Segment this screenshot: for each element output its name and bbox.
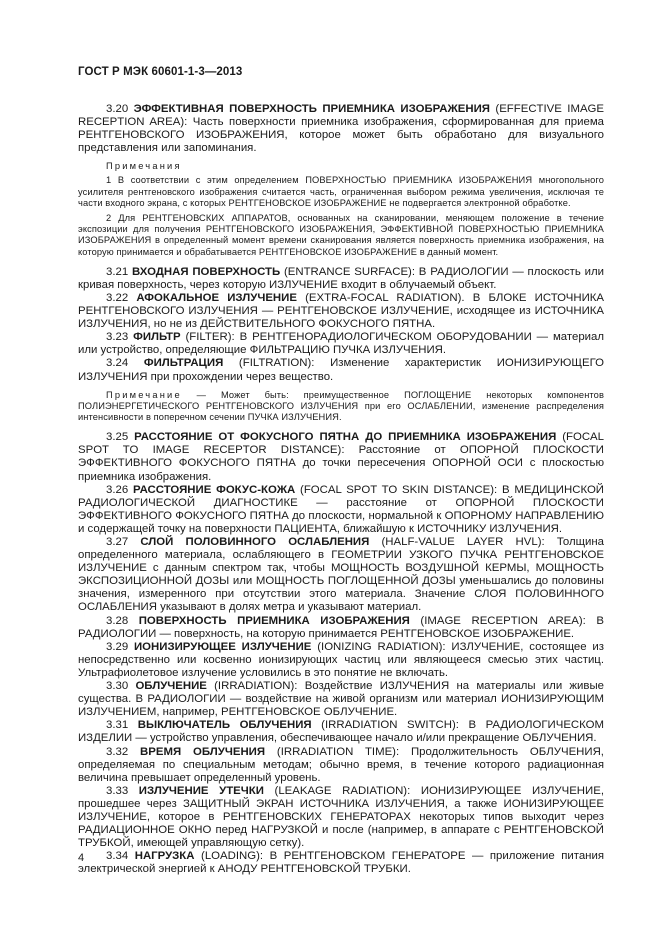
entry-term: РАССТОЯНИЕ ФОКУС-КОЖА	[133, 483, 296, 496]
entry-3-22	[78, 292, 604, 331]
entry-3-26	[78, 484, 604, 536]
entry-3-33	[78, 785, 604, 850]
entry-3-29	[78, 641, 604, 680]
entry-term: ПОВЕРХНОСТЬ ПРИЕМНИКА ИЗОБРАЖЕНИЯ	[138, 614, 410, 627]
entry-3-27	[78, 536, 604, 615]
entry-term: АФОКАЛЬНОЕ ИЗЛУЧЕНИЕ	[136, 291, 297, 304]
entry-number: 3.22	[106, 291, 129, 304]
entry-number: 3.34	[106, 850, 129, 863]
entry-number: 3.20	[106, 103, 129, 115]
entry-text: (IRRADIATION): Воздействие ИЗЛУЧЕНИЯ на материалы или живые существа. В РАДИОЛОГИИ — воздействие на живой организм или материал ИОНИЗИРУЮЩИМ ИЗЛУЧЕНИЕМ, например, РЕНТГЕНОВСКОЕ ОБЛУЧЕНИЕ.	[78, 680, 604, 719]
entry-3-24	[78, 357, 604, 383]
page-number: 4	[78, 852, 85, 864]
entry-term: ИЗЛУЧЕНИЕ УТЕЧКИ	[138, 784, 264, 797]
entry-term: ФИЛЬТР	[133, 331, 181, 344]
entry-text: (IRRADIATION SWITCH): В РАДИОЛОГИЧЕСКОМ ИЗДЕЛИИ — устройство управления, обеспечивающее начало и/или прекращение ОБЛУЧЕНИЯ.	[78, 719, 605, 745]
entry-term: ЭФФЕКТИВНАЯ ПОВЕРХНОСТЬ ПРИЕМНИКА ИЗОБРАЖЕНИЯ	[133, 103, 490, 115]
entry-text: (ENTRANCE SURFACE): В РАДИОЛОГИИ — плоскость или кривая поверхность, через которую ИЗЛУЧЕНИЕ входит в облучаемый объект.	[78, 265, 604, 291]
entry-text: (LOADING): В РЕНТГЕНОВСКОМ ГЕНЕРАТОРЕ — приложение питания электрической энергией к АНОДУ РЕНТГЕНОВСКОЙ ТРУБКИ.	[78, 850, 604, 876]
entry-number: 3.21	[106, 265, 129, 278]
notes-3-20	[78, 161, 604, 257]
entry-3-25	[78, 431, 604, 483]
entry-term: ВРЕМЯ ОБЛУЧЕНИЯ	[140, 745, 266, 758]
entry-number: 3.27	[106, 536, 129, 548]
entry-number: 3.23	[106, 331, 129, 344]
note-label: Примечание	[106, 389, 182, 400]
entry-term: РАССТОЯНИЕ ОТ ФОКУСНОГО ПЯТНА ДО ПРИЕМНИКА ИЗОБРАЖЕНИЯ	[134, 431, 557, 444]
entry-3-21	[78, 266, 604, 292]
entry-number: 3.26	[106, 483, 129, 496]
note-text: — Может быть: преимущественное ПОГЛОЩЕНИЕ некоторых компонентов ПОЛИЭНЕРГЕТИЧЕСКОГО РЕНТГЕНОВСКОГО ИЗЛУЧЕНИЯ при его ОСЛАБЛЕНИИ, изменение распределения интенсивности в поперечном сечении ПУЧКА ИЗЛУЧЕНИЯ.	[78, 389, 604, 423]
entry-text: (IMAGE RECEPTION AREA): В РАДИОЛОГИИ — поверхность, на которую принимается РЕНТГЕНОВСКОЕ ИЗОБРАЖЕНИЕ.	[78, 614, 604, 640]
notes-title: Примечания	[106, 161, 182, 172]
entry-text: (FOCAL SPOT TO SKIN DISTANCE): В МЕДИЦИНСКОЙ РАДИОЛОГИЧЕСКОЙ ДИАГНОСТИКЕ — расстояние от ОПОРНОЙ ПЛОСКОСТИ ЭФФЕКТИВНОГО ФОКУСНОГО ПЯТНА до плоскости, нормальной к ОПОРНОМУ НАПРАВЛЕНИЮ и содержащей точку на поверхности ПАЦИЕНТА, ближайшую к ИСТОЧНИКУ ИЗЛУЧЕНИЯ.	[78, 483, 604, 535]
entry-term: ВХОДНАЯ ПОВЕРХНОСТЬ	[131, 265, 281, 278]
entry-number: 3.24	[106, 357, 129, 370]
entry-number: 3.29	[106, 640, 129, 653]
entry-term: ИОНИЗИРУЮЩЕЕ ИЗЛУЧЕНИЕ	[134, 640, 312, 653]
entry-3-34	[78, 850, 604, 876]
entry-number: 3.33	[106, 784, 129, 797]
note-item-1: 1 В соответствии с этим определением ПОВЕРХНОСТЬЮ ПРИЕМНИКА ИЗОБРАЖЕНИЯ многопольного усилителя рентгеновского изображения считается часть, ограниченная выбором режима увеличения, исключая те части входного экрана, с которых РЕНТГЕНОВСКОЕ ИЗОБРАЖЕНИЕ не подвергается электронной обработке.	[78, 175, 604, 208]
entry-text: (FOCAL SPOT TO IMAGE RECEPTOR DISTANCE): Расстояние от ОПОРНОЙ ПЛОСКОСТИ ЭФФЕКТИВНОГО ФОКУСНОГО ПЯТНА до точки пересечения ОПОРНОЙ ОСИ с плоскостью приемника изображения.	[78, 431, 604, 483]
entry-text: (FILTRATION): Изменение характеристик ИОНИЗИРУЮЩЕГО ИЗЛУЧЕНИЯ при прохождении через вещество.	[78, 357, 604, 383]
entry-term: СЛОЙ ПОЛОВИННОГО ОСЛАБЛЕНИЯ	[140, 536, 370, 548]
entry-text: (EXTRA-FOCAL RADIATION). В БЛОКЕ ИСТОЧНИКА РЕНТГЕНОВСКОГО ИЗЛУЧЕНИЯ — РЕНТГЕНОВСКОЕ ИЗЛУЧЕНИЕ, исходящее из ИСТОЧНИКА ИЗЛУЧЕНИЯ, но не из ДЕЙСТВИТЕЛЬНОГО ФОКУСНОГО ПЯТНА.	[78, 291, 604, 331]
entry-number: 3.31	[106, 719, 129, 732]
entry-text: (IONIZING RADIATION): ИЗЛУЧЕНИЕ, состоящее из непосредственно или косвенно ионизирующих частиц или являющееся смесью этих частиц. Ультрафиолетовое излучение условились в это понятие не включать.	[78, 640, 605, 679]
entry-3-28	[78, 615, 604, 641]
note-3-24	[78, 390, 604, 424]
entry-number: 3.32	[106, 745, 129, 758]
entry-term: ВЫКЛЮЧАТЕЛЬ ОБЛУЧЕНИЯ	[137, 719, 312, 732]
entry-text: (EFFECTIVE IMAGE RECEPTION AREA): Часть поверхности приемника изображения, сформированная для приема РЕНТГЕНОВСКОГО ИЗОБРАЖЕНИЯ, которое может быть обработано для визуального представления или запоминания.	[78, 103, 604, 155]
entry-3-32	[78, 746, 604, 785]
entry-3-31	[78, 719, 604, 745]
entry-term: ФИЛЬТРАЦИЯ	[143, 357, 224, 370]
entry-number: 3.25	[106, 431, 129, 444]
entry-3-23	[78, 331, 604, 357]
note-item-2: 2 Для РЕНТГЕНОВСКИХ АППАРАТОВ, основанных на сканировании, меняющем положение в течение экспозиции для получения РЕНТГЕНОВСКОГО ИЗОБРАЖЕНИЯ, ЭФФЕКТИВНОЙ ПОВЕРХНОСТЬЮ ПРИЕМНИКА ИЗОБРАЖЕНИЯ в определенный момент времени сканирования является поверхность приемника изображения, на которую принимается и обрабатывается РЕНТГЕНОВСКОЕ ИЗОБРАЖЕНИЕ в данный момент.	[78, 212, 604, 257]
document-page	[78, 66, 604, 876]
entry-3-30	[78, 680, 604, 719]
entry-term: ОБЛУЧЕНИЕ	[135, 680, 207, 693]
entry-number: 3.30	[106, 680, 129, 693]
entry-text: (IRRADIATION TIME): Продолжительность ОБЛУЧЕНИЯ, определяемая по специальным методам; обычно время, в течение которого радиационная величина превышает определенный уровень.	[78, 745, 604, 784]
document-header: ГОСТ Р МЭК 60601-1-3—2013	[78, 66, 243, 78]
entry-number: 3.28	[106, 614, 129, 627]
entry-term: НАГРУЗКА	[134, 850, 195, 863]
entry-text: (LEAKAGE RADIATION): ИОНИЗИРУЮЩЕЕ ИЗЛУЧЕНИЕ, прошедшее через ЗАЩИТНЫЙ ЭКРАН ИСТОЧНИКА ИЗЛУЧЕНИЯ, а также ИОНИЗИРУЮЩЕЕ ИЗЛУЧЕНИЕ, которое в РЕНТГЕНОВСКИХ ГЕНЕРАТОРАХ некоторых типов выходит через РАДИАЦИОННОЕ ОКНО перед НАГРУЗКОЙ и после (например, в аппарате с РЕНТГЕНОВСКОЙ ТРУБКОЙ, имеющей управляющую сетку).	[78, 784, 604, 850]
entry-text: (HALF-VALUE LAYER HVL): Толщина определенного материала, ослабляющего в ГЕОМЕТРИИ УЗКОГО ПУЧКА РЕНТГЕНОВСКОЕ ИЗЛУЧЕНИЕ с данным спектром так, чтобы МОЩНОСТЬ ВОЗДУШНОЙ КЕРМЫ, МОЩНОСТЬ ЭКСПОЗИЦИОННОЙ ДОЗЫ или МОЩНОСТЬ ПОГЛОЩЕННОЙ ДОЗЫ уменьшались до половины значения, измеренного при отсутствии этого материала. Значение СЛОЯ ПОЛОВИННОГО ОСЛАБЛЕНИЯ указывают в долях метра и указывают материал.	[78, 536, 604, 614]
entry-3-20	[78, 103, 604, 155]
entry-text: (FILTER): В РЕНТГЕНОРАДИОЛОГИЧЕСКОМ ОБОРУДОВАНИИ — материал или устройство, определяющие ФИЛЬТРАЦИЮ ПУЧКА ИЗЛУЧЕНИЯ.	[78, 331, 604, 357]
